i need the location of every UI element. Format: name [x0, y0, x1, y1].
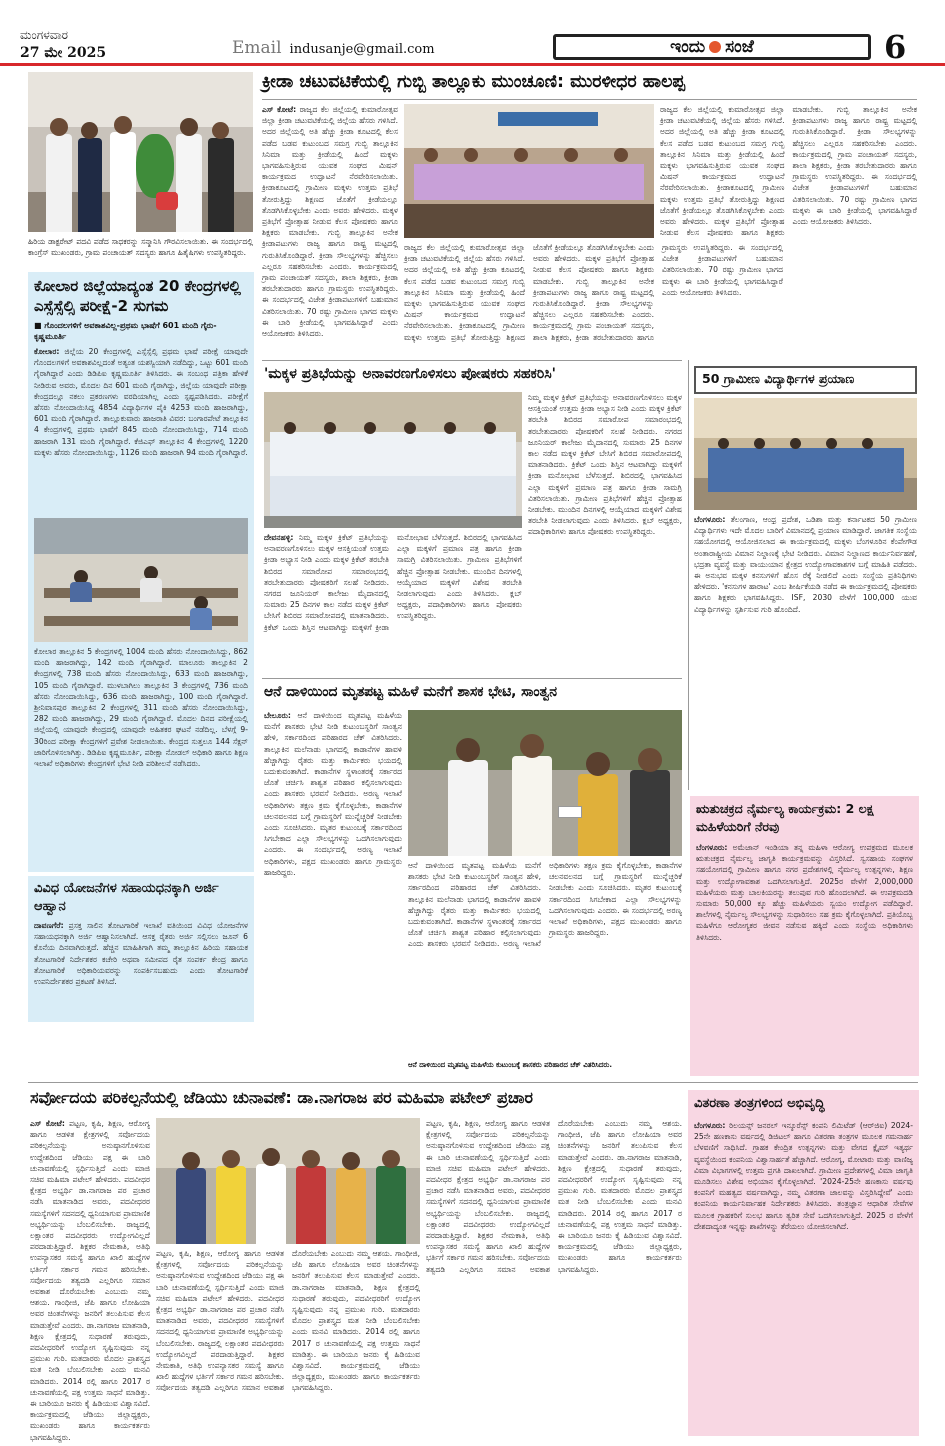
cricket-body-right — [528, 392, 682, 672]
elephant-body-left — [264, 710, 402, 1072]
students-headline-box — [694, 366, 917, 394]
sun-icon — [709, 41, 721, 53]
cricket-headline: 'ಮಕ್ಕಳ ಪ್ರತಿಭೆಯನ್ನು ಅನಾವರಣಗೊಳಿಸಲು ಪೋಷಕರು ಸಹಕರಿಸಿ' — [264, 366, 556, 382]
campaign-photo — [156, 1118, 420, 1244]
scheme-body-text: ಪ್ರಸಕ್ತ ಸಾಲಿನ ತೋಟಗಾರಿಕೆ ಇಲಾಖೆ ವತಿಯಿಂದ ವಿವಿಧ ಯೋಜನೆಗಳ ಸಹಾಯಧನಕ್ಕಾಗಿ ಅರ್ಜಿ ಆಹ್ವಾನಿಸಲಾಗಿದೆ. ಆಸಕ್ತ ರೈತರು ಅರ್ಜಿ ಸಲ್ಲಿಸಲು ಜೂನ್ 6 ಕೊನೆಯ ದಿನವಾಗಿರುತ್ತದೆ. ಹೆಚ್ಚಿನ ಮಾಹಿತಿಗಾಗಿ ತಮ್ಮ ತಾಲ್ಲೂಕಿನ ಹಿರಿಯ ಸಹಾಯಕ ತೋಟಗಾರಿಕೆ ನಿರ್ದೇಶಕರ ಕಚೇರಿ ಅಥವಾ ಸಮೀಪದ ರೈತ ಸಂಪರ್ಕ ಕೇಂದ್ರ ಹಾಗೂ ತೋಟಗಾರಿಕೆ ಅಧಿಕಾರಿಯವರನ್ನು ಸಂಪರ್ಕಿಸಬಹುದು ಎಂದು ತೋಟಗಾರಿಕೆ ಉಪನಿರ್ದೇಶಕರ ಪ್ರಕಟಣೆ ತಿಳಿಸಿದೆ. — [34, 921, 248, 987]
cricket-body-under — [264, 532, 522, 672]
kolar-headline: ಕೋಲಾರ ಜಿಲ್ಲೆಯಾದ್ಯಂತ 20 ಕೇಂದ್ರಗಳಲ್ಲಿ ಎಸ್ಸೆಸ್ಸೆಲ್ಸಿ ಪರೀಕ್ಷೆ-2 ಸುಗಮ — [34, 277, 241, 315]
election-body-text-2: ಪಟ್ಟಣ, ಕೃಷಿ, ಶಿಕ್ಷಣ, ಆರೋಗ್ಯ ಹಾಗೂ ಆಡಳಿತ ಕ್ಷೇತ್ರಗಳಲ್ಲಿ ಸರ್ವೋದಯ ಪರಿಕಲ್ಪನೆಯನ್ನು ಅನುಷ್ಠಾನಗೊಳಿಸುವ ಉದ್ದೇಶದಿಂದ ಜೆಡಿಯು ಪಕ್ಷ ಈ ಬಾರಿ ಚುನಾವಣೆಯಲ್ಲಿ ಸ್ಪರ್ಧಿಸುತ್ತಿದೆ ಎಂದು ಮಾಜಿ ಸಚಿವ ಮಹಿಮಾ ಪಟೇಲ್ ಹೇಳಿದರು. ಪದವೀಧರ ಕ್ಷೇತ್ರದ ಅಭ್ಯರ್ಥಿ ಡಾ.ನಾಗರಾಜ ಪರ ಪ್ರಚಾರ ನಡೆಸಿ ಮಾತನಾಡಿದ ಅವರು, ಪದವೀಧರರ ಸಮಸ್ಯೆಗಳಿಗೆ ಸದನದಲ್ಲಿ ಧ್ವನಿಯಾಗುವ ಪ್ರಾಮಾಣಿಕ ಅಭ್ಯರ್ಥಿಯನ್ನು ಬೆಂಬಲಿಸಬೇಕು. ರಾಜ್ಯದಲ್ಲಿ ಲಕ್ಷಾಂತರ ಪದವೀಧರರು ಉದ್ಯೋಗವಿಲ್ಲದೆ ಪರದಾಡುತ್ತಿದ್ದಾರೆ. ಶಿಕ್ಷಕರ ನೇಮಕಾತಿ, ಅತಿಥಿ ಉಪನ್ಯಾಸಕರ ಸಮಸ್ಯೆ ಹಾಗೂ ಖಾಲಿ ಹುದ್ದೆಗಳ ಭರ್ತಿಗೆ ಸರ್ಕಾರ ಗಮನ ಹರಿಸಬೇಕು. ಸರ್ವೋದಯ ತತ್ವದಡಿ ಎಲ್ಲರಿಗೂ ಸಮಾನ ಅವಕಾಶ ದೊರೆಯಬೇಕು ಎಂಬುದು ನಮ್ಮ ಆಶಯ. ಗಾಂಧೀಜಿ, ಜೆಪಿ ಹಾಗೂ ಲೋಹಿಯಾ ಅವರ ಚಿಂತನೆಗಳನ್ನು ಜನರಿಗೆ ತಲುಪಿಸುವ ಕೆಲಸ ಮಾಡುತ್ತೇವೆ ಎಂದರು. ಡಾ.ನಾಗರಾಜ ಮಾತನಾಡಿ, ಶಿಕ್ಷಣ ಕ್ಷೇತ್ರದಲ್ಲಿ ಸುಧಾರಣೆ ತರುವುದು, ಪದವೀಧರರಿಗೆ ಉದ್ಯೋಗ ಸೃಷ್ಟಿಸುವುದು ನನ್ನ ಪ್ರಮುಖ ಗುರಿ. ಮತದಾರರು ಮೊದಲ ಪ್ರಾಶಸ್ತ್ಯದ ಮತ ನೀಡಿ ಬೆಂಬಲಿಸಬೇಕು ಎಂದು ಮನವಿ ಮಾಡಿದರು. 2014 ರಲ್ಲಿ ಹಾಗೂ 2017 ರ ಚುನಾವಣೆಯಲ್ಲಿ ಪಕ್ಷ ಉತ್ತಮ ಸಾಧನೆ ಮಾಡಿತ್ತು. ಈ ಬಾರಿಯೂ ಜನರು ಕೈ ಹಿಡಿಯುವ ವಿಶ್ವಾಸವಿದೆ. ಕಾರ್ಯಕ್ರಮದಲ್ಲಿ ಜೆಡಿಯು ಜಿಲ್ಲಾಧ್ಯಕ್ಷರು, ಮುಖಂಡರು ಹಾಗೂ ಕಾರ್ಯಕರ್ತರು ಭಾಗವಹಿಸಿದ್ದರು. — [156, 1249, 420, 1393]
election-body-text-3: ಪಟ್ಟಣ, ಕೃಷಿ, ಶಿಕ್ಷಣ, ಆರೋಗ್ಯ ಹಾಗೂ ಆಡಳಿತ ಕ್ಷೇತ್ರಗಳಲ್ಲಿ ಸರ್ವೋದಯ ಪರಿಕಲ್ಪನೆಯನ್ನು ಅನುಷ್ಠಾನಗೊಳಿಸುವ ಉದ್ದೇಶದಿಂದ ಜೆಡಿಯು ಪಕ್ಷ ಈ ಬಾರಿ ಚುನಾವಣೆಯಲ್ಲಿ ಸ್ಪರ್ಧಿಸುತ್ತಿದೆ ಎಂದು ಮಾಜಿ ಸಚಿವ ಮಹಿಮಾ ಪಟೇಲ್ ಹೇಳಿದರು. ಪದವೀಧರ ಕ್ಷೇತ್ರದ ಅಭ್ಯರ್ಥಿ ಡಾ.ನಾಗರಾಜ ಪರ ಪ್ರಚಾರ ನಡೆಸಿ ಮಾತನಾಡಿದ ಅವರು, ಪದವೀಧರರ ಸಮಸ್ಯೆಗಳಿಗೆ ಸದನದಲ್ಲಿ ಧ್ವನಿಯಾಗುವ ಪ್ರಾಮಾಣಿಕ ಅಭ್ಯರ್ಥಿಯನ್ನು ಬೆಂಬಲಿಸಬೇಕು. ರಾಜ್ಯದಲ್ಲಿ ಲಕ್ಷಾಂತರ ಪದವೀಧರರು ಉದ್ಯೋಗವಿಲ್ಲದೆ ಪರದಾಡುತ್ತಿದ್ದಾರೆ. ಶಿಕ್ಷಕರ ನೇಮಕಾತಿ, ಅತಿಥಿ ಉಪನ್ಯಾಸಕರ ಸಮಸ್ಯೆ ಹಾಗೂ ಖಾಲಿ ಹುದ್ದೆಗಳ ಭರ್ತಿಗೆ ಸರ್ಕಾರ ಗಮನ ಹರಿಸಬೇಕು. ಸರ್ವೋದಯ ತತ್ವದಡಿ ಎಲ್ಲರಿಗೂ ಸಮಾನ ಅವಕಾಶ ದೊರೆಯಬೇಕು ಎಂಬುದು ನಮ್ಮ ಆಶಯ. ಗಾಂಧೀಜಿ, ಜೆಪಿ ಹಾಗೂ ಲೋಹಿಯಾ ಅವರ ಚಿಂತನೆಗಳನ್ನು ಜನರಿಗೆ ತಲುಪಿಸುವ ಕೆಲಸ ಮಾಡುತ್ತೇವೆ ಎಂದರು. ಡಾ.ನಾಗರಾಜ ಮಾತನಾಡಿ, ಶಿಕ್ಷಣ ಕ್ಷೇತ್ರದಲ್ಲಿ ಸುಧಾರಣೆ ತರುವುದು, ಪದವೀಧರರಿಗೆ ಉದ್ಯೋಗ ಸೃಷ್ಟಿಸುವುದು ನನ್ನ ಪ್ರಮುಖ ಗುರಿ. ಮತದಾರರು ಮೊದಲ ಪ್ರಾಶಸ್ತ್ಯದ ಮತ ನೀಡಿ ಬೆಂಬಲಿಸಬೇಕು ಎಂದು ಮನವಿ ಮಾಡಿದರು. 2014 ರಲ್ಲಿ ಹಾಗೂ 2017 ರ ಚುನಾವಣೆಯಲ್ಲಿ ಪಕ್ಷ ಉತ್ತಮ ಸಾಧನೆ ಮಾಡಿತ್ತು. ಈ ಬಾರಿಯೂ ಜನರು ಕೈ ಹಿಡಿಯುವ ವಿಶ್ವಾಸವಿದೆ. ಕಾರ್ಯಕ್ರಮದಲ್ಲಿ ಜೆಡಿಯು ಜಿಲ್ಲಾಧ್ಯಕ್ಷರು, ಮುಖಂಡರು ಹಾಗೂ ಕಾರ್ಯಕರ್ತರು ಭಾಗವಹಿಸಿದ್ದರು. — [426, 1119, 682, 1274]
mla-visit-photo — [408, 710, 682, 856]
elephant-headline: ಆನೆ ದಾಳಿಯಿಂದ ಮೃತಪಟ್ಟ ಮಹಿಳೆ ಮನೆಗೆ ಶಾಸಕ ಭೇಟಿ, ಸಾಂತ್ವನ — [264, 684, 557, 700]
logo-text-right: ಸಂಜೆ — [725, 37, 754, 57]
logo-text-left: ಇಂದು — [670, 37, 706, 57]
sports-body-left — [262, 104, 398, 354]
issue-date-text: 27 ಮೇ 2025 — [20, 45, 107, 61]
exam-hall-photo — [34, 518, 248, 642]
masthead — [0, 0, 945, 66]
sports-photo — [404, 104, 654, 238]
email-address[interactable]: indusanje@gmail.com — [289, 42, 435, 57]
cricket-photo — [264, 392, 522, 528]
students-body-text: ತೆಲಂಗಾಣ, ಆಂಧ್ರ ಪ್ರದೇಶ, ಒಡಿಶಾ ಮತ್ತು ಕರ್ನಾಟಕದ 50 ಗ್ರಾಮೀಣ ವಿದ್ಯಾರ್ಥಿಗಳು ಇದೇ ಮೊದಲ ಬಾರಿಗೆ ವಿಮಾನದಲ್ಲಿ ಪ್ರಯಾಣ ಮಾಡಿದ್ದಾರೆ. ಜಾಗತಿಕ ಸಂಸ್ಥೆಯ ಸಹಯೋಗದಲ್ಲಿ ಆಯೋಜಿಸಲಾದ ಈ ಕಾರ್ಯಕ್ರಮದಲ್ಲಿ ಮಕ್ಕಳು ಬೆಂಗಳೂರಿನ ಕೆಂಪೇಗೌಡ ಅಂತಾರಾಷ್ಟ್ರೀಯ ವಿಮಾನ ನಿಲ್ದಾಣಕ್ಕೆ ಭೇಟಿ ನೀಡಿದರು. ವಿಮಾನ ನಿಲ್ದಾಣದ ಕಾರ್ಯನಿರ್ವಹಣೆ, ಭದ್ರತಾ ವ್ಯವಸ್ಥೆ ಮತ್ತು ವಾಯುಯಾನ ಕ್ಷೇತ್ರದ ಉದ್ಯೋಗಾವಕಾಶಗಳ ಬಗ್ಗೆ ಮಾಹಿತಿ ಪಡೆದರು. ಈ ಅನುಭವ ಮಕ್ಕಳ ಕನಸುಗಳಿಗೆ ಹೊಸ ರೆಕ್ಕೆ ನೀಡಲಿದೆ ಎಂದು ಸಂಸ್ಥೆಯ ಪ್ರತಿನಿಧಿಗಳು ಹೇಳಿದರು. 'ಕನಸುಗಳ ಹಾರಾಟ' ಎಂಬ ಶೀರ್ಷಿಕೆಯಡಿ ನಡೆದ ಈ ಕಾರ್ಯಕ್ರಮದಲ್ಲಿ ಪೋಷಕರು ಹಾಗೂ ಶಿಕ್ಷಕರು ಭಾಗವಹಿಸಿದ್ದರು. ISF, 2030 ವೇಳೆಗೆ 100,000 ಯುವ ವಿದ್ಯಾರ್ಥಿಗಳನ್ನು ಸ್ಪರ್ಶಿಸುವ ಗುರಿ ಹೊಂದಿದೆ. — [694, 515, 918, 614]
kolar-box — [28, 272, 254, 872]
elephant-caption: ಆನೆ ದಾಳಿಯಿಂದ ಮೃತಪಟ್ಟ ಮಹಿಳೆಯ ಕುಟುಂಬಕ್ಕೆ ಶಾಸಕರು ಪರಿಹಾರದ ಚೆಕ್ ವಿತರಿಸಿದರು. — [408, 1061, 612, 1069]
email-label: Email — [232, 38, 282, 58]
hygiene-box — [690, 796, 919, 1076]
election-headline: ಸರ್ವೋದಯ ಪರಿಕಲ್ಪನೆಯಲ್ಲಿ ಜೆಡಿಯು ಚುನಾವಣೆ: ಡಾ.ನಾಗರಾಜ ಪರ ಮಹಿಮಾ ಪಟೇಲ್ ಪ್ರಚಾರ — [30, 1088, 533, 1107]
elephant-body-text-1: ಆನೆ ದಾಳಿಯಿಂದ ಮೃತಪಟ್ಟ ಮಹಿಳೆಯ ಮನೆಗೆ ಶಾಸಕರು ಭೇಟಿ ನೀಡಿ ಕುಟುಂಬಸ್ಥರಿಗೆ ಸಾಂತ್ವನ ಹೇಳಿ, ಸರ್ಕಾರದಿಂದ ಪರಿಹಾರದ ಚೆಕ್ ವಿತರಿಸಿದರು. ತಾಲ್ಲೂಕಿನ ಮಲೆನಾಡು ಭಾಗದಲ್ಲಿ ಕಾಡಾನೆಗಳ ಹಾವಳಿ ಹೆಚ್ಚಾಗಿದ್ದು ರೈತರು ಮತ್ತು ಕಾರ್ಮಿಕರು ಭಯದಲ್ಲಿ ಬದುಕುವಂತಾಗಿದೆ. ಕಾಡಾನೆಗಳ ಸ್ಥಳಾಂತರಕ್ಕೆ ಸರ್ಕಾರದ ಜೊತೆ ಚರ್ಚಿಸಿ ಶಾಶ್ವತ ಪರಿಹಾರ ಕಲ್ಪಿಸಲಾಗುವುದು ಎಂದು ಶಾಸಕರು ಭರವಸೆ ನೀಡಿದರು. ಅರಣ್ಯ ಇಲಾಖೆ ಅಧಿಕಾರಿಗಳು ತಕ್ಷಣ ಕ್ರಮ ಕೈಗೊಳ್ಳಬೇಕು, ಕಾಡಾನೆಗಳ ಚಲನವಲನದ ಬಗ್ಗೆ ಗ್ರಾಮಸ್ಥರಿಗೆ ಮುನ್ನೆಚ್ಚರಿಕೆ ನೀಡಬೇಕು ಎಂದು ಸೂಚಿಸಿದರು. ಮೃತರ ಕುಟುಂಬಕ್ಕೆ ಸರ್ಕಾರದಿಂದ ಸಿಗಬೇಕಾದ ಎಲ್ಲಾ ಸೌಲಭ್ಯಗಳನ್ನು ಒದಗಿಸಲಾಗುವುದು ಎಂದರು. ಈ ಸಂದರ್ಭದಲ್ಲಿ ಅರಣ್ಯ ಇಲಾಖೆ ಅಧಿಕಾರಿಗಳು, ಪಕ್ಷದ ಮುಖಂಡರು ಹಾಗೂ ಗ್ರಾಮಸ್ಥರು ಹಾಜರಿದ್ದರು. — [264, 711, 402, 877]
cricket-body-text-1: ನಿಮ್ಮ ಮಕ್ಕಳ ಕ್ರಿಕೆಟ್ ಪ್ರತಿಭೆಯನ್ನು ಅನಾವರಣಗೊಳಿಸಲು ಮಕ್ಕಳ ಆಸಕ್ತಿಯಂತೆ ಉತ್ತಮ ಕ್ರೀಡಾ ಅಭ್ಯಾಸ ನೀಡಿ ಎಂದು ಮಕ್ಕಳ ಕ್ರಿಕೆಟ್ ತರಬೇತಿ ಶಿಬಿರದ ಸಮಾರೋಪ ಸಮಾರಂಭದಲ್ಲಿ ತರಬೇತುದಾರರು ಪೋಷಕರಿಗೆ ಸಲಹೆ ನೀಡಿದರು. ನಗರದ ಜೂನಿಯರ್ ಕಾಲೇಜು ಮೈದಾನದಲ್ಲಿ ಸುಮಾರು 25 ದಿನಗಳ ಕಾಲ ನಡೆದ ಮಕ್ಕಳ ಕ್ರಿಕೆಟ್ ಬೇಸಿಗೆ ಶಿಬಿರದ ಸಮಾರೋಪದಲ್ಲಿ ಮಾತನಾಡಿದರು. ಕ್ರಿಕೆಟ್ ಒಂದು ಶಿಸ್ತಿನ ಆಟವಾಗಿದ್ದು ಮಕ್ಕಳಿಗೆ ಕ್ರೀಡಾ ಮನೋಭಾವ ಬೆಳೆಸುತ್ತದೆ. ಶಿಬಿರದಲ್ಲಿ ಭಾಗವಹಿಸಿದ ಎಲ್ಲಾ ಮಕ್ಕಳಿಗೆ ಪ್ರಮಾಣ ಪತ್ರ ಹಾಗೂ ಕ್ರೀಡಾ ಸಾಮಗ್ರಿ ವಿತರಿಸಲಾಯಿತು. ಗ್ರಾಮೀಣ ಪ್ರತಿಭೆಗಳಿಗೆ ಹೆಚ್ಚಿನ ಪ್ರೋತ್ಸಾಹ ನೀಡಬೇಕು. ಮುಂದಿನ ದಿನಗಳಲ್ಲಿ ಆಯ್ಕೆಯಾದ ಮಕ್ಕಳಿಗೆ ವಿಶೇಷ ತರಬೇತಿ ನೀಡಲಾಗುವುದು ಎಂದು ತಿಳಿಸಿದರು. ಕ್ಲಬ್ ಅಧ್ಯಕ್ಷರು, ಪದಾಧಿಕಾರಿಗಳು ಹಾಗೂ ಪೋಷಕರು ಉಪಸ್ಥಿತರಿದ್ದರು. — [264, 533, 522, 632]
hygiene-dateline: ಬೆಂಗಳೂರು: — [696, 843, 728, 852]
elephant-dateline: ಬೇಲೂರು: — [264, 711, 291, 720]
election-dateline: ಎಸ್ ಕೋಟೆ: — [30, 1119, 65, 1128]
page-number: 6 — [884, 28, 907, 66]
kolar-subhead: ■ ಗೊಂದಲಗಳಿಗೆ ಅವಕಾಶವಿಲ್ಲ-ಪ್ರಥಮ ಭಾಷೆಗೆ 601 ಮಂದಿ ಗೈರು-ಕೃಷ್ಣಮೂರ್ತಿ — [34, 321, 217, 341]
finance-body — [694, 1120, 913, 1432]
finance-dateline: ಬೆಂಗಳೂರು: — [694, 1121, 726, 1130]
finance-box — [688, 1090, 919, 1436]
newspaper-logo — [553, 34, 871, 60]
felicitation-caption: ಹಿರಿಯ ಡಾಕ್ಟರೇಟ್ ಪದವಿ ಪಡೆದ ಸಾಧಕರನ್ನು ಸನ್ಮಾನಿಸಿ ಗೌರವಿಸಲಾಯಿತು. ಈ ಸಂದರ್ಭದಲ್ಲಿ ಕಾಂಗ್ರೆಸ್ ಮುಖಂಡರು, ಗ್ರಾಮ ಪಂಚಾಯತ್ ಸದಸ್ಯರು ಹಾಗೂ ಹಿತೈಷಿಗಳು ಉಪಸ್ಥಿತರಿದ್ದರು. — [28, 237, 253, 257]
sports-headline: ಕ್ರೀಡಾ ಚಟುವಟಿಕೆಯಲ್ಲಿ ಗುಬ್ಬಿ ತಾಲ್ಲೂಕು ಮುಂಚೂಣಿ: ಮುರಳೀಧರ ಹಾಲಪ್ಪ — [262, 72, 685, 92]
scheme-box — [28, 876, 254, 1022]
cricket-body-text-2: ನಿಮ್ಮ ಮಕ್ಕಳ ಕ್ರಿಕೆಟ್ ಪ್ರತಿಭೆಯನ್ನು ಅನಾವರಣಗೊಳಿಸಲು ಮಕ್ಕಳ ಆಸಕ್ತಿಯಂತೆ ಉತ್ತಮ ಕ್ರೀಡಾ ಅಭ್ಯಾಸ ನೀಡಿ ಎಂದು ಮಕ್ಕಳ ಕ್ರಿಕೆಟ್ ತರಬೇತಿ ಶಿಬಿರದ ಸಮಾರೋಪ ಸಮಾರಂಭದಲ್ಲಿ ತರಬೇತುದಾರರು ಪೋಷಕರಿಗೆ ಸಲಹೆ ನೀಡಿದರು. ನಗರದ ಜೂನಿಯರ್ ಕಾಲೇಜು ಮೈದಾನದಲ್ಲಿ ಸುಮಾರು 25 ದಿನಗಳ ಕಾಲ ನಡೆದ ಮಕ್ಕಳ ಕ್ರಿಕೆಟ್ ಬೇಸಿಗೆ ಶಿಬಿರದ ಸಮಾರೋಪದಲ್ಲಿ ಮಾತನಾಡಿದರು. ಕ್ರಿಕೆಟ್ ಒಂದು ಶಿಸ್ತಿನ ಆಟವಾಗಿದ್ದು ಮಕ್ಕಳಿಗೆ ಕ್ರೀಡಾ ಮನೋಭಾವ ಬೆಳೆಸುತ್ತದೆ. ಶಿಬಿರದಲ್ಲಿ ಭಾಗವಹಿಸಿದ ಎಲ್ಲಾ ಮಕ್ಕಳಿಗೆ ಪ್ರಮಾಣ ಪತ್ರ ಹಾಗೂ ಕ್ರೀಡಾ ಸಾಮಗ್ರಿ ವಿತರಿಸಲಾಯಿತು. ಗ್ರಾಮೀಣ ಪ್ರತಿಭೆಗಳಿಗೆ ಹೆಚ್ಚಿನ ಪ್ರೋತ್ಸಾಹ ನೀಡಬೇಕು. ಮುಂದಿನ ದಿನಗಳಲ್ಲಿ ಆಯ್ಕೆಯಾದ ಮಕ್ಕಳಿಗೆ ವಿಶೇಷ ತರಬೇತಿ ನೀಡಲಾಗುವುದು ಎಂದು ತಿಳಿಸಿದರು. ಕ್ಲಬ್ ಅಧ್ಯಕ್ಷರು, ಪದಾಧಿಕಾರಿಗಳು ಹಾಗೂ ಪೋಷಕರು ಉಪಸ್ಥಿತರಿದ್ದರು. — [528, 393, 682, 537]
election-body-right — [426, 1118, 682, 1436]
students-body — [694, 514, 917, 790]
kolar-body-text-1: ಜಿಲ್ಲೆಯ 20 ಕೇಂದ್ರಗಳಲ್ಲಿ ಎಸ್ಸೆಸ್ಸೆಲ್ಸಿ ಪ್ರಥಮ ಭಾಷೆ ಪರೀಕ್ಷೆ ಯಾವುದೇ ಗೊಂದಲಗಳಿಗೆ ಅವಕಾಶವಿಲ್ಲದಂತೆ ಅತ್ಯಂತ ಯಶಸ್ವಿಯಾಗಿ ನಡೆದಿದ್ದು, ಒಟ್ಟು 601 ಮಂದಿ ಗೈರಾಗಿದ್ದಾರೆ ಎಂದು ಡಿಡಿಪಿಐ ಕೃಷ್ಣಮೂರ್ತಿ ತಿಳಿಸಿದರು. ಈ ಸಂಬಂಧ ಪತ್ರಿಕಾ ಹೇಳಿಕೆ ನೀಡಿರುವ ಅವರು, ಮೊದಲ ದಿನ 601 ಮಂದಿ ಗೈರಾಗಿದ್ದು, ಜಿಲ್ಲೆಯ ಯಾವುದೇ ಪರೀಕ್ಷಾ ಕೇಂದ್ರದಲ್ಲೂ ನಕಲು ಪ್ರಕರಣಗಳು ವರದಿಯಾಗಿಲ್ಲ ಎಂದು ಸ್ಪಷ್ಟಪಡಿಸಿದರು. ಪರೀಕ್ಷೆಗೆ ಹೆಸರು ನೋಂದಾಯಿಸಿದ್ದ 4854 ವಿದ್ಯಾರ್ಥಿಗಳ ಪೈಕಿ 4253 ಮಂದಿ ಹಾಜರಾಗಿದ್ದು, 601 ಮಂದಿ ಗೈರಾಗಿದ್ದಾರೆ. ತಾಲ್ಲೂಕುವಾರು ಹಾಜರಾತಿ ವಿವರ: ಬಂಗಾರಪೇಟೆ ತಾಲ್ಲೂಕಿನ 4 ಕೇಂದ್ರಗಳಲ್ಲಿ ಪ್ರಥಮ ಭಾಷೆಗೆ 845 ಮಂದಿ ನೋಂದಾಯಿಸಿದ್ದು, 714 ಮಂದಿ ಹಾಜರಾಗಿ 131 ಮಂದಿ ಗೈರಾಗಿದ್ದಾರೆ. ಕೆಜಿಎಫ್ ತಾಲ್ಲೂಕಿನ 4 ಕೇಂದ್ರಗಳಲ್ಲಿ 1220 ಮಕ್ಕಳು ಹೆಸರು ನೋಂದಾಯಿಸಿದ್ದು, 1126 ಮಂದಿ ಹಾಜರಾಗಿ 94 ಮಂದಿ ಗೈರಾಗಿದ್ದಾರೆ. — [34, 347, 248, 457]
felicitation-photo — [28, 72, 253, 232]
election-body-under — [156, 1248, 420, 1436]
sports-body-right — [660, 104, 917, 354]
students-dateline: ಬೆಂಗಳೂರು: — [694, 515, 726, 524]
finance-headline: ವಿತರಣಾ ತಂತ್ರಗಳಿಂದ ಅಭಿವೃದ್ಧಿ — [694, 1096, 825, 1111]
election-body-text-1: ಪಟ್ಟಣ, ಕೃಷಿ, ಶಿಕ್ಷಣ, ಆರೋಗ್ಯ ಹಾಗೂ ಆಡಳಿತ ಕ್ಷೇತ್ರಗಳಲ್ಲಿ ಸರ್ವೋದಯ ಪರಿಕಲ್ಪನೆಯನ್ನು ಅನುಷ್ಠಾನಗೊಳಿಸುವ ಉದ್ದೇಶದಿಂದ ಜೆಡಿಯು ಪಕ್ಷ ಈ ಬಾರಿ ಚುನಾವಣೆಯಲ್ಲಿ ಸ್ಪರ್ಧಿಸುತ್ತಿದೆ ಎಂದು ಮಾಜಿ ಸಚಿವ ಮಹಿಮಾ ಪಟೇಲ್ ಹೇಳಿದರು. ಪದವೀಧರ ಕ್ಷೇತ್ರದ ಅಭ್ಯರ್ಥಿ ಡಾ.ನಾಗರಾಜ ಪರ ಪ್ರಚಾರ ನಡೆಸಿ ಮಾತನಾಡಿದ ಅವರು, ಪದವೀಧರರ ಸಮಸ್ಯೆಗಳಿಗೆ ಸದನದಲ್ಲಿ ಧ್ವನಿಯಾಗುವ ಪ್ರಾಮಾಣಿಕ ಅಭ್ಯರ್ಥಿಯನ್ನು ಬೆಂಬಲಿಸಬೇಕು. ರಾಜ್ಯದಲ್ಲಿ ಲಕ್ಷಾಂತರ ಪದವೀಧರರು ಉದ್ಯೋಗವಿಲ್ಲದೆ ಪರದಾಡುತ್ತಿದ್ದಾರೆ. ಶಿಕ್ಷಕರ ನೇಮಕಾತಿ, ಅತಿಥಿ ಉಪನ್ಯಾಸಕರ ಸಮಸ್ಯೆ ಹಾಗೂ ಖಾಲಿ ಹುದ್ದೆಗಳ ಭರ್ತಿಗೆ ಸರ್ಕಾರ ಗಮನ ಹರಿಸಬೇಕು. ಸರ್ವೋದಯ ತತ್ವದಡಿ ಎಲ್ಲರಿಗೂ ಸಮಾನ ಅವಕಾಶ ದೊರೆಯಬೇಕು ಎಂಬುದು ನಮ್ಮ ಆಶಯ. ಗಾಂಧೀಜಿ, ಜೆಪಿ ಹಾಗೂ ಲೋಹಿಯಾ ಅವರ ಚಿಂತನೆಗಳನ್ನು ಜನರಿಗೆ ತಲುಪಿಸುವ ಕೆಲಸ ಮಾಡುತ್ತೇವೆ ಎಂದರು. ಡಾ.ನಾಗರಾಜ ಮಾತನಾಡಿ, ಶಿಕ್ಷಣ ಕ್ಷೇತ್ರದಲ್ಲಿ ಸುಧಾರಣೆ ತರುವುದು, ಪದವೀಧರರಿಗೆ ಉದ್ಯೋಗ ಸೃಷ್ಟಿಸುವುದು ನನ್ನ ಪ್ರಮುಖ ಗುರಿ. ಮತದಾರರು ಮೊದಲ ಪ್ರಾಶಸ್ತ್ಯದ ಮತ ನೀಡಿ ಬೆಂಬಲಿಸಬೇಕು ಎಂದು ಮನವಿ ಮಾಡಿದರು. 2014 ರಲ್ಲಿ ಹಾಗೂ 2017 ರ ಚುನಾವಣೆಯಲ್ಲಿ ಪಕ್ಷ ಉತ್ತಮ ಸಾಧನೆ ಮಾಡಿತ್ತು. ಈ ಬಾರಿಯೂ ಜನರು ಕೈ ಹಿಡಿಯುವ ವಿಶ್ವಾಸವಿದೆ. ಕಾರ್ಯಕ್ರಮದಲ್ಲಿ ಜೆಡಿಯು ಜಿಲ್ಲಾಧ್ಯಕ್ಷರು, ಮುಖಂಡರು ಹಾಗೂ ಕಾರ್ಯಕರ್ತರು ಭಾಗವಹಿಸಿದ್ದರು. — [30, 1119, 150, 1442]
contact-email — [232, 38, 435, 58]
scheme-headline: ವಿವಿಧ ಯೋಜನೆಗಳ ಸಹಾಯಧನಕ್ಕಾಗಿ ಅರ್ಜಿ ಆಹ್ವಾನ — [34, 881, 219, 914]
sports-body-text-2: ರಾಜ್ಯದ ಕೆಲ ಜಿಲ್ಲೆಯಲ್ಲಿ ಕುಮಾರೋತ್ಸವ ಜಿಲ್ಲಾ ಕ್ರೀಡಾ ಚಟುವಟಿಕೆಯಲ್ಲಿ ಜಿಲ್ಲೆಯ ಹೆಸರು ಗಳಿಸಿದೆ. ಅದರ ಜಿಲ್ಲೆಯಲ್ಲಿ ಅತಿ ಹೆಚ್ಚು ಕ್ರೀಡಾ ಕೂಟದಲ್ಲಿ ಕೆಲಸ ಪಡೆದ ಬಡವ ಕುಟುಂಬದ ಸಮಗ್ರ ಗುಬ್ಬಿ ತಾಲ್ಲೂಕಿನ ಸಿನಿಮಾ ಮತ್ತು ಕ್ರೀಡೆಯಲ್ಲಿ ಹಿಂದೆ ಮಕ್ಕಳು ಭಾಗವಹಿಸುತ್ತಿರುವ ಯುವಕ ಸಂಘದ ಮಿಷನ್ ಕಾರ್ಯಕ್ರಮದ ಉದ್ಘಾಟನೆ ನೆರವೇರಿಸಲಾಯಿತು. ಕ್ರೀಡಾಕೂಟದಲ್ಲಿ ಗ್ರಾಮೀಣ ಮಕ್ಕಳು ಉತ್ತಮ ಪ್ರತಿಭೆ ತೋರುತ್ತಿದ್ದು ಶಿಕ್ಷಣದ ಜೊತೆಗೆ ಕ್ರೀಡೆಯಲ್ಲೂ ತೊಡಗಿಸಿಕೊಳ್ಳಬೇಕು ಎಂದು ಅವರು ಹೇಳಿದರು. ಮಕ್ಕಳ ಪ್ರತಿಭೆಗೆ ಪ್ರೋತ್ಸಾಹ ನೀಡುವ ಕೆಲಸ ಪೋಷಕರು ಹಾಗೂ ಶಿಕ್ಷಕರು ಮಾಡಬೇಕು. ಗುಬ್ಬಿ ತಾಲ್ಲೂಕಿನ ಅನೇಕ ಕ್ರೀಡಾಪಟುಗಳು ರಾಜ್ಯ ಹಾಗೂ ರಾಷ್ಟ್ರ ಮಟ್ಟದಲ್ಲಿ ಗುರುತಿಸಿಕೊಂಡಿದ್ದಾರೆ. ಕ್ರೀಡಾ ಸೌಲಭ್ಯಗಳನ್ನು ಹೆಚ್ಚಿಸಲು ಎಲ್ಲರೂ ಸಹಕರಿಸಬೇಕು ಎಂದರು. ಕಾರ್ಯಕ್ರಮದಲ್ಲಿ ಗ್ರಾಮ ಪಂಚಾಯತ್ ಸದಸ್ಯರು, ಶಾಲಾ ಶಿಕ್ಷಕರು, ಕ್ರೀಡಾ ತರಬೇತುದಾರರು ಹಾಗೂ ಗ್ರಾಮಸ್ಥರು ಉಪಸ್ಥಿತರಿದ್ದರು. ಈ ಸಂದರ್ಭದಲ್ಲಿ ವಿಜೇತ ಕ್ರೀಡಾಪಟುಗಳಿಗೆ ಬಹುಮಾನ ವಿತರಿಸಲಾಯಿತು. 70 ರಷ್ಟು ಗ್ರಾಮೀಣ ಭಾಗದ ಮಕ್ಕಳು ಈ ಬಾರಿ ಕ್ರೀಡೆಯಲ್ಲಿ ಭಾಗವಹಿಸಿದ್ದಾರೆ ಎಂದು ಆಯೋಜಕರು ತಿಳಿಸಿದರು. — [404, 243, 783, 342]
finance-body-text: ರಿಲಯನ್ಸ್ ಜನರಲ್ ಇನ್ಶೂರೆನ್ಸ್ ಕಂಪನಿ ಲಿಮಿಟೆಡ್ (ಆರ್‌ಜಿಐ) 2024-25ನೇ ಹಣಕಾಸು ವರ್ಷದಲ್ಲಿ ಡಿಜಿಟಲ್ ಹಾಗೂ ವಿತರಣಾ ತಂತ್ರಗಳ ಮೂಲಕ ಗಮನಾರ್ಹ ಬೆಳವಣಿಗೆ ಸಾಧಿಸಿದೆ. ಗ್ರಾಹಕ ಕೇಂದ್ರಿತ ಉತ್ಪನ್ನಗಳು ಮತ್ತು ವೇಗದ ಕ್ಲೈಮ್ ಇತ್ಯರ್ಥ ವ್ಯವಸ್ಥೆಯಿಂದ ಕಂಪನಿಯ ವಿಶ್ವಾಸಾರ್ಹತೆ ಹೆಚ್ಚಾಗಿದೆ. ಆರೋಗ್ಯ, ಮೋಟಾರು ಮತ್ತು ವಾಣಿಜ್ಯ ವಿಮಾ ವಿಭಾಗಗಳಲ್ಲಿ ಉತ್ತಮ ಪ್ರಗತಿ ದಾಖಲಾಗಿದೆ. ಗ್ರಾಮೀಣ ಪ್ರದೇಶಗಳಲ್ಲಿ ವಿಮಾ ಜಾಗೃತಿ ಮೂಡಿಸಲು ವಿಶೇಷ ಅಭಿಯಾನ ಕೈಗೊಳ್ಳಲಾಗಿದೆ. '2024-25ನೇ ಹಣಕಾಸು ವರ್ಷವು ಕಂಪನಿಗೆ ಮಹತ್ವದ ವರ್ಷವಾಗಿದ್ದು, ನಮ್ಮ ವಿತರಣಾ ಜಾಲವನ್ನು ವಿಸ್ತರಿಸಿದ್ದೇವೆ' ಎಂದು ಕಂಪನಿಯ ಕಾರ್ಯನಿರ್ವಾಹಕ ನಿರ್ದೇಶಕರು ತಿಳಿಸಿದರು. ತಂತ್ರಜ್ಞಾನ ಆಧಾರಿತ ಸೇವೆಗಳ ಮೂಲಕ ಗ್ರಾಹಕರಿಗೆ ಸುಲಭ ಹಾಗೂ ತ್ವರಿತ ಸೇವೆ ಒದಗಿಸಲಾಗುತ್ತಿದೆ. 2025 ರ ವೇಳೆಗೆ ದೇಶದಾದ್ಯಂತ ಇನ್ನಷ್ಟು ಶಾಖೆಗಳನ್ನು ತೆರೆಯಲು ಯೋಜಿಸಲಾಗಿದೆ. — [694, 1121, 914, 1231]
kolar-body-2: ಕೋಲಾರ ತಾಲ್ಲೂಕಿನ 5 ಕೇಂದ್ರಗಳಲ್ಲಿ 1004 ಮಂದಿ ಹೆಸರು ನೋಂದಾಯಿಸಿದ್ದು, 862 ಮಂದಿ ಹಾಜರಾಗಿದ್ದು, 142 ಮಂದಿ ಗೈರಾಗಿದ್ದಾರೆ. ಮಾಲೂರು ತಾಲ್ಲೂಕಿನ 2 ಕೇಂದ್ರಗಳಲ್ಲಿ 738 ಮಂದಿ ಹೆಸರು ನೋಂದಾಯಿಸಿದ್ದು, 633 ಮಂದಿ ಹಾಜರಾಗಿದ್ದು, 105 ಮಂದಿ ಗೈರಾಗಿದ್ದಾರೆ. ಮುಳಬಾಗಿಲು ತಾಲ್ಲೂಕಿನ 3 ಕೇಂದ್ರಗಳಲ್ಲಿ 736 ಮಂದಿ ಹೆಸರು ನೋಂದಾಯಿಸಿದ್ದು, 636 ಮಂದಿ ಹಾಜರಾಗಿದ್ದು, 100 ಮಂದಿ ಗೈರಾಗಿದ್ದಾರೆ. ಶ್ರೀನಿವಾಸಪುರ ತಾಲ್ಲೂಕಿನ 2 ಕೇಂದ್ರಗಳಲ್ಲಿ 311 ಮಂದಿ ಹೆಸರು ನೋಂದಾಯಿಸಿದ್ದು, 282 ಮಂದಿ ಹಾಜರಾಗಿದ್ದು, 29 ಮಂದಿ ಗೈರಾಗಿದ್ದಾರೆ. ಮೊದಲ ದಿನದ ಪರೀಕ್ಷೆಯಲ್ಲಿ ಜಿಲ್ಲೆಯಲ್ಲಿ ಯಾವುದೇ ಕೇಂದ್ರದಲ್ಲಿ ಯಾವುದೇ ಅಹಿತಕರ ಘಟನೆ ನಡೆದಿಲ್ಲ. ಬೆಳಗ್ಗೆ 9-30ರಿಂದ ಪರೀಕ್ಷಾ ಕೇಂದ್ರಗಳಿಗೆ ಪ್ರವೇಶ ನೀಡಲಾಯಿತು. ಕೇಂದ್ರದ ಸುತ್ತಲೂ 144 ಸೆಕ್ಷನ್ ಜಾರಿಗೊಳಿಸಲಾಗಿತ್ತು. ಡಿಡಿಪಿಐ ಕೃಷ್ಣಮೂರ್ತಿ, ಪರೀಕ್ಷಾ ನೋಡಲ್ ಅಧಿಕಾರಿ ಹಾಗೂ ಶಿಕ್ಷಣ ಇಲಾಖೆ ಅಧಿಕಾರಿಗಳು ಕೇಂದ್ರಗಳಿಗೆ ಭೇಟಿ ನೀಡಿ ಪರಿಶೀಲನೆ ನಡೆಸಿದರು. — [34, 647, 248, 769]
airport-photo — [694, 398, 917, 510]
kolar-body-1 — [34, 346, 248, 514]
elephant-body-text-2: ಆನೆ ದಾಳಿಯಿಂದ ಮೃತಪಟ್ಟ ಮಹಿಳೆಯ ಮನೆಗೆ ಶಾಸಕರು ಭೇಟಿ ನೀಡಿ ಕುಟುಂಬಸ್ಥರಿಗೆ ಸಾಂತ್ವನ ಹೇಳಿ, ಸರ್ಕಾರದಿಂದ ಪರಿಹಾರದ ಚೆಕ್ ವಿತರಿಸಿದರು. ತಾಲ್ಲೂಕಿನ ಮಲೆನಾಡು ಭಾಗದಲ್ಲಿ ಕಾಡಾನೆಗಳ ಹಾವಳಿ ಹೆಚ್ಚಾಗಿದ್ದು ರೈತರು ಮತ್ತು ಕಾರ್ಮಿಕರು ಭಯದಲ್ಲಿ ಬದುಕುವಂತಾಗಿದೆ. ಕಾಡಾನೆಗಳ ಸ್ಥಳಾಂತರಕ್ಕೆ ಸರ್ಕಾರದ ಜೊತೆ ಚರ್ಚಿಸಿ ಶಾಶ್ವತ ಪರಿಹಾರ ಕಲ್ಪಿಸಲಾಗುವುದು ಎಂದು ಶಾಸಕರು ಭರವಸೆ ನೀಡಿದರು. ಅರಣ್ಯ ಇಲಾಖೆ ಅಧಿಕಾರಿಗಳು ತಕ್ಷಣ ಕ್ರಮ ಕೈಗೊಳ್ಳಬೇಕು, ಕಾಡಾನೆಗಳ ಚಲನವಲನದ ಬಗ್ಗೆ ಗ್ರಾಮಸ್ಥರಿಗೆ ಮುನ್ನೆಚ್ಚರಿಕೆ ನೀಡಬೇಕು ಎಂದು ಸೂಚಿಸಿದರು. ಮೃತರ ಕುಟುಂಬಕ್ಕೆ ಸರ್ಕಾರದಿಂದ ಸಿಗಬೇಕಾದ ಎಲ್ಲಾ ಸೌಲಭ್ಯಗಳನ್ನು ಒದಗಿಸಲಾಗುವುದು ಎಂದರು. ಈ ಸಂದರ್ಭದಲ್ಲಿ ಅರಣ್ಯ ಇಲಾಖೆ ಅಧಿಕಾರಿಗಳು, ಪಕ್ಷದ ಮುಖಂಡರು ಹಾಗೂ ಗ್ರಾಮಸ್ಥರು ಹಾಜರಿದ್ದರು. — [408, 861, 682, 949]
kolar-dateline: ಕೋಲಾರ: — [34, 347, 60, 356]
sports-body-text: ರಾಜ್ಯದ ಕೆಲ ಜಿಲ್ಲೆಯಲ್ಲಿ ಕುಮಾರೋತ್ಸವ ಜಿಲ್ಲಾ ಕ್ರೀಡಾ ಚಟುವಟಿಕೆಯಲ್ಲಿ ಜಿಲ್ಲೆಯ ಹೆಸರು ಗಳಿಸಿದೆ. ಅದರ ಜಿಲ್ಲೆಯಲ್ಲಿ ಅತಿ ಹೆಚ್ಚು ಕ್ರೀಡಾ ಕೂಟದಲ್ಲಿ ಕೆಲಸ ಪಡೆದ ಬಡವ ಕುಟುಂಬದ ಸಮಗ್ರ ಗುಬ್ಬಿ ತಾಲ್ಲೂಕಿನ ಸಿನಿಮಾ ಮತ್ತು ಕ್ರೀಡೆಯಲ್ಲಿ ಹಿಂದೆ ಮಕ್ಕಳು ಭಾಗವಹಿಸುತ್ತಿರುವ ಯುವಕ ಸಂಘದ ಮಿಷನ್ ಕಾರ್ಯಕ್ರಮದ ಉದ್ಘಾಟನೆ ನೆರವೇರಿಸಲಾಯಿತು. ಕ್ರೀಡಾಕೂಟದಲ್ಲಿ ಗ್ರಾಮೀಣ ಮಕ್ಕಳು ಉತ್ತಮ ಪ್ರತಿಭೆ ತೋರುತ್ತಿದ್ದು ಶಿಕ್ಷಣದ ಜೊತೆಗೆ ಕ್ರೀಡೆಯಲ್ಲೂ ತೊಡಗಿಸಿಕೊಳ್ಳಬೇಕು ಎಂದು ಅವರು ಹೇಳಿದರು. ಮಕ್ಕಳ ಪ್ರತಿಭೆಗೆ ಪ್ರೋತ್ಸಾಹ ನೀಡುವ ಕೆಲಸ ಪೋಷಕರು ಹಾಗೂ ಶಿಕ್ಷಕರು ಮಾಡಬೇಕು. ಗುಬ್ಬಿ ತಾಲ್ಲೂಕಿನ ಅನೇಕ ಕ್ರೀಡಾಪಟುಗಳು ರಾಜ್ಯ ಹಾಗೂ ರಾಷ್ಟ್ರ ಮಟ್ಟದಲ್ಲಿ ಗುರುತಿಸಿಕೊಂಡಿದ್ದಾರೆ. ಕ್ರೀಡಾ ಸೌಲಭ್ಯಗಳನ್ನು ಹೆಚ್ಚಿಸಲು ಎಲ್ಲರೂ ಸಹಕರಿಸಬೇಕು ಎಂದರು. ಕಾರ್ಯಕ್ರಮದಲ್ಲಿ ಗ್ರಾಮ ಪಂಚಾಯತ್ ಸದಸ್ಯರು, ಶಾಲಾ ಶಿಕ್ಷಕರು, ಕ್ರೀಡಾ ತರಬೇತುದಾರರು ಹಾಗೂ ಗ್ರಾಮಸ್ಥರು ಉಪಸ್ಥಿತರಿದ್ದರು. ಈ ಸಂದರ್ಭದಲ್ಲಿ ವಿಜೇತ ಕ್ರೀಡಾಪಟುಗಳಿಗೆ ಬಹುಮಾನ ವಿತರಿಸಲಾಯಿತು. 70 ರಷ್ಟು ಗ್ರಾಮೀಣ ಭಾಗದ ಮಕ್ಕಳು ಈ ಬಾರಿ ಕ್ರೀಡೆಯಲ್ಲಿ ಭಾಗವಹಿಸಿದ್ದಾರೆ ಎಂದು ಆಯೋಜಕರು ತಿಳಿಸಿದರು. — [262, 105, 398, 339]
issue-day: ಮಂಗಳವಾರ — [20, 28, 69, 42]
issue-date — [20, 26, 106, 62]
hygiene-body — [696, 842, 913, 1072]
scheme-dateline: ದಾವಣಗೆರೆ: — [34, 921, 64, 930]
sports-body-text-3: ರಾಜ್ಯದ ಕೆಲ ಜಿಲ್ಲೆಯಲ್ಲಿ ಕುಮಾರೋತ್ಸವ ಜಿಲ್ಲಾ ಕ್ರೀಡಾ ಚಟುವಟಿಕೆಯಲ್ಲಿ ಜಿಲ್ಲೆಯ ಹೆಸರು ಗಳಿಸಿದೆ. ಅದರ ಜಿಲ್ಲೆಯಲ್ಲಿ ಅತಿ ಹೆಚ್ಚು ಕ್ರೀಡಾ ಕೂಟದಲ್ಲಿ ಕೆಲಸ ಪಡೆದ ಬಡವ ಕುಟುಂಬದ ಸಮಗ್ರ ಗುಬ್ಬಿ ತಾಲ್ಲೂಕಿನ ಸಿನಿಮಾ ಮತ್ತು ಕ್ರೀಡೆಯಲ್ಲಿ ಹಿಂದೆ ಮಕ್ಕಳು ಭಾಗವಹಿಸುತ್ತಿರುವ ಯುವಕ ಸಂಘದ ಮಿಷನ್ ಕಾರ್ಯಕ್ರಮದ ಉದ್ಘಾಟನೆ ನೆರವೇರಿಸಲಾಯಿತು. ಕ್ರೀಡಾಕೂಟದಲ್ಲಿ ಗ್ರಾಮೀಣ ಮಕ್ಕಳು ಉತ್ತಮ ಪ್ರತಿಭೆ ತೋರುತ್ತಿದ್ದು ಶಿಕ್ಷಣದ ಜೊತೆಗೆ ಕ್ರೀಡೆಯಲ್ಲೂ ತೊಡಗಿಸಿಕೊಳ್ಳಬೇಕು ಎಂದು ಅವರು ಹೇಳಿದರು. ಮಕ್ಕಳ ಪ್ರತಿಭೆಗೆ ಪ್ರೋತ್ಸಾಹ ನೀಡುವ ಕೆಲಸ ಪೋಷಕರು ಹಾಗೂ ಶಿಕ್ಷಕರು ಮಾಡಬೇಕು. ಗುಬ್ಬಿ ತಾಲ್ಲೂಕಿನ ಅನೇಕ ಕ್ರೀಡಾಪಟುಗಳು ರಾಜ್ಯ ಹಾಗೂ ರಾಷ್ಟ್ರ ಮಟ್ಟದಲ್ಲಿ ಗುರುತಿಸಿಕೊಂಡಿದ್ದಾರೆ. ಕ್ರೀಡಾ ಸೌಲಭ್ಯಗಳನ್ನು ಹೆಚ್ಚಿಸಲು ಎಲ್ಲರೂ ಸಹಕರಿಸಬೇಕು ಎಂದರು. ಕಾರ್ಯಕ್ರಮದಲ್ಲಿ ಗ್ರಾಮ ಪಂಚಾಯತ್ ಸದಸ್ಯರು, ಶಾಲಾ ಶಿಕ್ಷಕರು, ಕ್ರೀಡಾ ತರಬೇತುದಾರರು ಹಾಗೂ ಗ್ರಾಮಸ್ಥರು ಉಪಸ್ಥಿತರಿದ್ದರು. ಈ ಸಂದರ್ಭದಲ್ಲಿ ವಿಜೇತ ಕ್ರೀಡಾಪಟುಗಳಿಗೆ ಬಹುಮಾನ ವಿತರಿಸಲಾಯಿತು. 70 ರಷ್ಟು ಗ್ರಾಮೀಣ ಭಾಗದ ಮಕ್ಕಳು ಈ ಬಾರಿ ಕ್ರೀಡೆಯಲ್ಲಿ ಭಾಗವಹಿಸಿದ್ದಾರೆ ಎಂದು ಆಯೋಜಕರು ತಿಳಿಸಿದರು. — [660, 105, 917, 238]
scheme-body — [34, 920, 248, 1018]
cricket-dateline: ದೇವನಹಳ್ಳಿ: — [264, 533, 294, 542]
sports-dateline: ಎಸ್ ಕೋಟೆ: — [262, 105, 297, 114]
hygiene-headline: ಋತುಚಕ್ರದ ನೈರ್ಮಲ್ಯ ಕಾರ್ಯಕ್ರಮ: 2 ಲಕ್ಷ ಮಹಿಳೆಯರಿಗೆ ನೆರವು — [696, 801, 874, 834]
election-body-left — [30, 1118, 150, 1442]
elephant-body-right — [408, 860, 682, 1058]
hygiene-body-text: ಅಮೆಜಾನ್ ಇಂಡಿಯಾ ತನ್ನ ಮಹಿಳಾ ಆರೋಗ್ಯ ಉಪಕ್ರಮದ ಮೂಲಕ ಋತುಚಕ್ರದ ನೈರ್ಮಲ್ಯ ಜಾಗೃತಿ ಕಾರ್ಯಕ್ರಮವನ್ನು ವಿಸ್ತರಿಸಿದೆ. ಸ್ವಸಹಾಯ ಸಂಘಗಳ ಸಹಯೋಗದಲ್ಲಿ ಗ್ರಾಮೀಣ ಹಾಗೂ ನಗರ ಪ್ರದೇಶಗಳಲ್ಲಿ ನೈರ್ಮಲ್ಯ ಉತ್ಪನ್ನಗಳು, ಶಿಕ್ಷಣ ಮತ್ತು ಉದ್ಯೋಗಾವಕಾಶ ಒದಗಿಸಲಾಗುತ್ತಿದೆ. 2025ರ ವೇಳೆಗೆ 2,000,000 ಮಹಿಳೆಯರು ಮತ್ತು ಬಾಲಕಿಯರನ್ನು ತಲುಪುವ ಗುರಿ ಹೊಂದಲಾಗಿದೆ. ಈ ಉಪಕ್ರಮದಡಿ ಸುಮಾರು 50,000 ಕ್ಕೂ ಹೆಚ್ಚು ಮಹಿಳೆಯರು ಸ್ವಯಂ ಉದ್ಯೋಗ ಪಡೆದಿದ್ದಾರೆ. ಶಾಲೆಗಳಲ್ಲಿ ನೈರ್ಮಲ್ಯ ಸೌಲಭ್ಯಗಳನ್ನು ಸುಧಾರಿಸಲು ಸಹ ಕ್ರಮ ಕೈಗೊಳ್ಳಲಾಗಿದೆ. ಪ್ರತಿಯೊಬ್ಬ ಮಹಿಳೆಗೂ ಆರೋಗ್ಯಕರ ಜೀವನ ನಡೆಸುವ ಹಕ್ಕಿದೆ ಎಂದು ಸಂಸ್ಥೆಯ ಅಧಿಕಾರಿಗಳು ತಿಳಿಸಿದರು. — [696, 843, 913, 942]
sports-body-mid — [404, 242, 783, 354]
students-headline: 50 ಗ್ರಾಮೀಣ ವಿದ್ಯಾರ್ಥಿಗಳ ಪ್ರಯಾಣ — [702, 371, 855, 386]
